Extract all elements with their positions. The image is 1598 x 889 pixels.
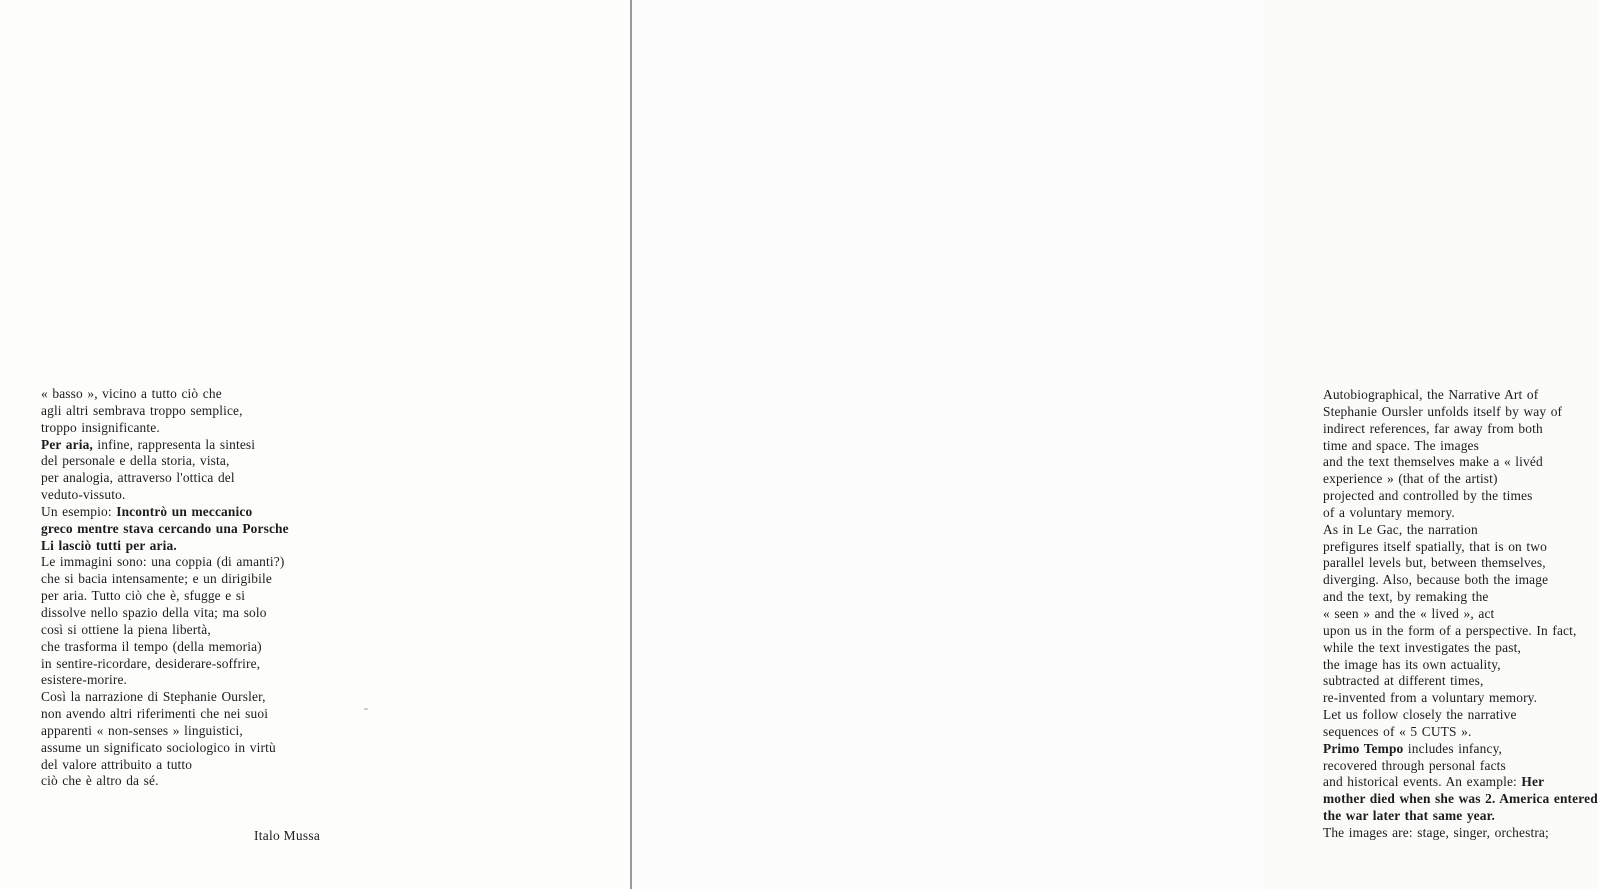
left-page [0,0,631,889]
text-line [1323,589,1598,606]
text-line [41,773,289,790]
text-run: upon us in the form of a perspective. In fact, [1323,622,1577,638]
text-run: così si ottiene la piena libertà, [41,621,211,637]
bold-text-run: Per aria, [41,436,93,452]
text-run: agli altri sembrava troppo semplice, [41,402,243,418]
right-page [632,0,1598,889]
text-line [1323,791,1598,808]
bold-text-run: Her [1521,774,1545,790]
text-line [41,538,289,555]
bold-text-run: Li lasciò tutti per aria. [41,537,177,553]
text-line [1323,808,1598,825]
text-run: includes infancy, [1403,740,1503,756]
text-run: diverging. Also, because both the image [1323,572,1549,588]
text-run: while the text investigates the past, [1323,639,1521,655]
text-line [41,639,289,656]
text-run: « basso », vicino a tutto ciò che [41,386,222,401]
text-line [41,487,289,504]
text-line [41,437,289,454]
italian-essay-text [41,386,289,790]
text-run: del valore attribuito a tutto [41,756,193,772]
text-run: che trasforma il tempo (della memoria) [41,638,262,654]
text-line [41,605,289,622]
text-run: and the text, by remaking the [1323,589,1489,605]
text-line [41,622,289,639]
text-line [41,453,289,470]
text-line [1323,623,1598,640]
text-line [1323,539,1598,556]
text-run: sequences of « 5 CUTS ». [1323,723,1472,739]
text-run: and the text themselves make a « livéd [1323,454,1543,470]
text-line [1323,454,1598,471]
text-run: Un esempio: [41,503,117,519]
text-line [1323,724,1598,741]
text-line [1323,673,1598,690]
text-line [1323,606,1598,623]
paper-speck [364,708,368,710]
text-line [41,672,289,689]
text-run: per analogia, attraverso l'ottica del [41,470,235,486]
text-run: time and space. The images [1323,437,1480,453]
text-line [41,521,289,538]
text-run: As in Le Gac, the narration [1323,521,1478,537]
text-line [41,554,289,571]
text-line [1323,421,1598,438]
bold-text-run: Primo Tempo [1323,740,1404,756]
text-run: Stephanie Oursler unfolds itself by way of [1323,403,1563,419]
text-line [1323,572,1598,589]
text-line [41,470,289,487]
text-run: Let us follow closely the narrative [1323,707,1517,723]
text-line [1323,707,1598,724]
text-line [1323,404,1598,421]
text-run: infine, rappresenta la sintesi [92,436,256,452]
text-run: The images are: stage, singer, orchestra; [1323,824,1549,840]
text-line [41,420,289,437]
bold-text-run: Incontrò un meccanico [116,503,253,519]
text-line [41,403,289,420]
text-line [1323,758,1598,775]
text-run: indirect references, far away from both [1323,420,1543,436]
text-run: del personale e della storia, vista, [41,453,230,469]
text-line [1323,741,1598,758]
text-line [41,689,289,706]
bold-text-run: the war later that same year. [1323,808,1495,824]
text-line [41,706,289,723]
text-run: Le immagini sono: una coppia (di amanti?) [41,554,285,570]
text-run: troppo insignificante. [41,419,160,435]
text-run: parallel levels but, between themselves, [1323,555,1546,571]
text-run: Autobiographical, the Narrative Art of [1323,387,1539,402]
text-line [41,386,289,403]
english-essay-text [1323,387,1598,842]
text-run: projected and controlled by the times [1323,488,1533,504]
text-line [41,757,289,774]
text-line [1323,690,1598,707]
text-run: dissolve nello spazio della vita; ma solo [41,604,267,620]
text-run: per aria. Tutto ciò che è, sfugge e si [41,588,246,604]
text-line [1323,640,1598,657]
text-run: assume un significato sociologico in virtù [41,739,276,755]
text-run: non avendo altri riferimenti che nei suoi [41,706,269,722]
text-run: che si bacia intensamente; e un dirigibile [41,571,272,587]
text-line [41,504,289,521]
text-line [41,723,289,740]
text-run: « seen » and the « lived », act [1323,605,1495,621]
text-run: subtracted at different times, [1323,673,1484,689]
text-run: and historical events. An example: [1323,774,1522,790]
text-line [41,656,289,673]
text-run: recovered through personal facts [1323,757,1506,773]
text-line [1323,488,1598,505]
text-line [1323,387,1598,404]
text-line [1323,774,1598,791]
text-run: ciò che è altro da sé. [41,773,159,789]
text-run: in sentire-ricordare, desiderare-soffrire, [41,655,261,671]
author-signature: Italo Mussa [254,828,321,843]
text-run: of a voluntary memory. [1323,504,1455,520]
text-run: Così la narrazione di Stephanie Oursler, [41,689,266,705]
text-run: esistere-morire. [41,672,128,688]
text-line [41,588,289,605]
text-run: experience » (that of the artist) [1323,471,1498,487]
text-line [41,571,289,588]
bold-text-run: mother died when she was 2. America entered [1323,791,1598,807]
text-line [1323,657,1598,674]
text-run: re-invented from a voluntary memory. [1323,690,1538,706]
text-line [1323,471,1598,488]
text-run: apparenti « non-senses » linguistici, [41,722,243,738]
text-line [1323,438,1598,455]
text-line [41,740,289,757]
text-line [1323,555,1598,572]
text-run: veduto-vissuto. [41,487,126,503]
text-run: prefigures itself spatially, that is on two [1323,538,1547,554]
text-line [1323,522,1598,539]
text-line [1323,825,1598,842]
bold-text-run: greco mentre stava cercando una Porsche [41,520,289,536]
text-run: the image has its own actuality, [1323,656,1501,672]
text-line [1323,505,1598,522]
